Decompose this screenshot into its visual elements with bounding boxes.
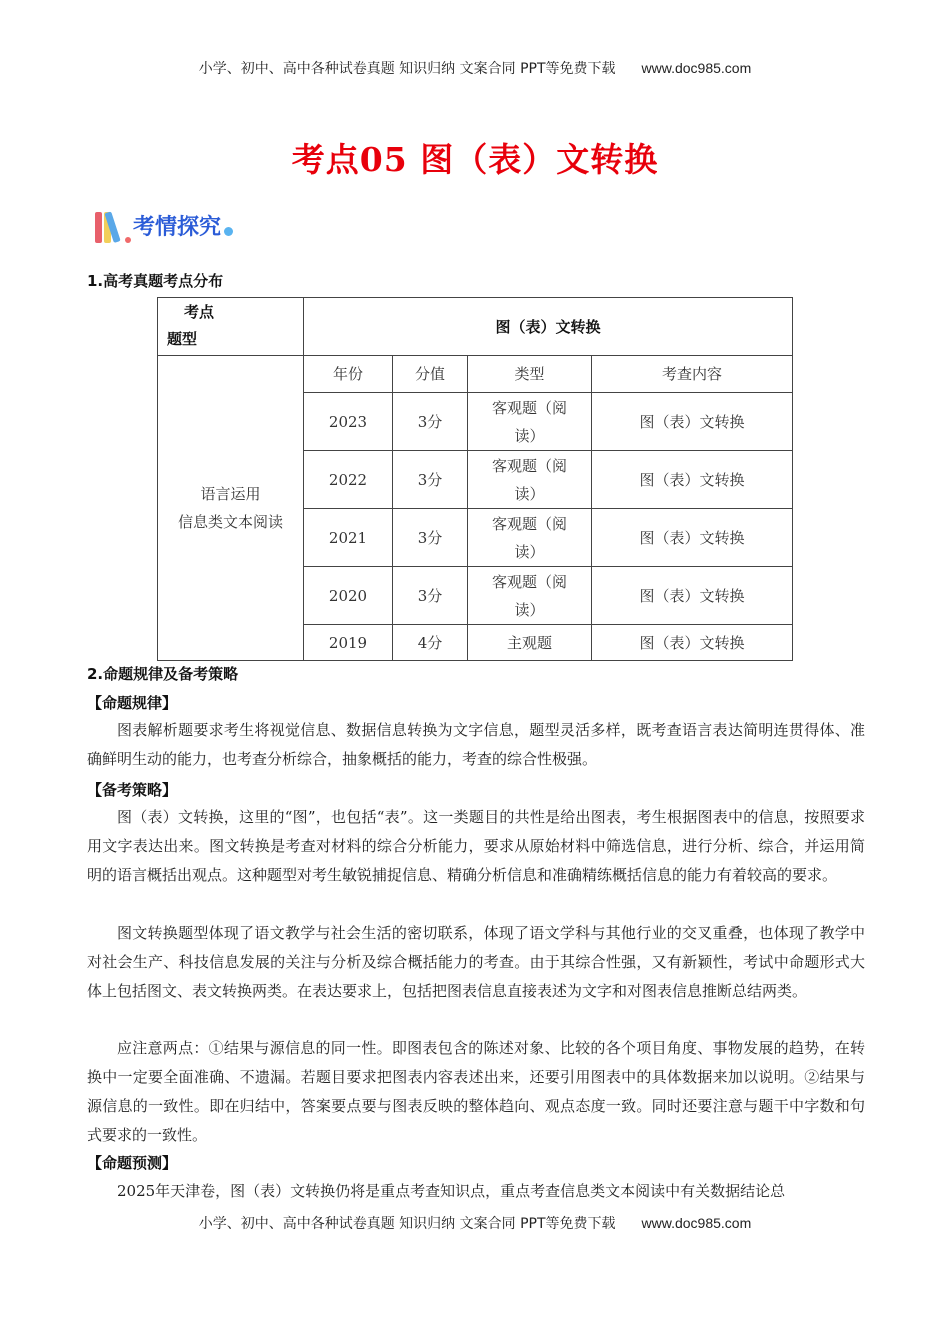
- content-cell: 图（表）文转换: [592, 451, 793, 509]
- footer-banner: [0, 1213, 950, 1233]
- type-cell: 客观题（阅 读）: [468, 567, 592, 625]
- content-cell: 图（表）文转换: [592, 567, 793, 625]
- column-header: 类型: [468, 356, 592, 393]
- dot-icon: [224, 227, 233, 236]
- table-corner-cell: 考点 题型: [158, 298, 304, 356]
- table-main-header: 图（表）文转换: [304, 298, 793, 356]
- banner-text: 小学、初中、高中各种试卷真题 知识归纳 文案合同 PPT等免费下载: [198, 61, 616, 77]
- banner-text: 小学、初中、高中各种试卷真题 知识归纳 文案合同 PPT等免费下载: [198, 1216, 616, 1232]
- section-badge: [93, 206, 233, 246]
- rule-tag: 【命题规律】: [87, 694, 178, 712]
- page-title: 考点05 图（表）文转换: [291, 140, 659, 179]
- section-heading-1: 1.高考真题考点分布: [87, 272, 224, 290]
- score-cell: 3分: [393, 509, 468, 567]
- type-cell: 主观题: [468, 625, 592, 661]
- prediction-tag: 【命题预测】: [87, 1154, 178, 1172]
- banner-url[interactable]: www.doc985.com: [641, 1215, 752, 1231]
- header-banner: [0, 58, 950, 78]
- books-icon: [93, 210, 131, 246]
- year-cell: 2021: [304, 509, 393, 567]
- column-header: 年份: [304, 356, 393, 393]
- score-cell: 4分: [393, 625, 468, 661]
- year-cell: 2020: [304, 567, 393, 625]
- section-heading-2: 2.命题规律及备考策略: [87, 665, 239, 683]
- type-cell: 客观题（阅 读）: [468, 393, 592, 451]
- banner-url[interactable]: www.doc985.com: [641, 60, 752, 76]
- exam-distribution-table: [157, 297, 793, 661]
- strategy-paragraph-3: 应注意两点：①结果与源信息的同一性。即图表包含的陈述对象、比较的各个项目角度、事物发展的趋势，在转换中一定要全面准确、不遗漏。若题目要求把图表内容表述出来，还要引用图表中的具体数据来加以说明。②结果与源信息的一致性。即在归结中，答案要点要与图表反映的整体趋向、观点态度一致。同时还要注意与题干中字数和句式要求的一致性。: [87, 1039, 865, 1144]
- badge-label: 考情探究: [133, 215, 222, 240]
- column-header: 考查内容: [592, 356, 793, 393]
- content-cell: 图（表）文转换: [592, 393, 793, 451]
- type-cell: 客观题（阅 读）: [468, 451, 592, 509]
- rule-paragraph: 图表解析题要求考生将视觉信息、数据信息转换为文字信息，题型灵活多样，既考查语言表达简明连贯得体、准确鲜明生动的能力，也考查分析综合，抽象概括的能力，考查的综合性极强。: [87, 721, 865, 768]
- score-cell: 3分: [393, 393, 468, 451]
- strategy-paragraph-2: 图文转换题型体现了语文教学与社会生活的密切联系，体现了语文学科与其他行业的交叉重叠，也体现了教学中对社会生产、科技信息发展的关注与分析及综合概括能力的考查。由于其综合性强，又有新颖性，考试中命题形式大体上包括图文、表文转换两类。在表达要求上，包括把图表信息直接表述为文字和对图表信息推断总结两类。: [87, 924, 865, 1000]
- strategy-paragraph-1: 图（表）文转换，这里的“图”，也包括“表”。这一类题目的共性是给出图表，考生根据图表中的信息，按照要求用文字表达出来。图文转换是考查对材料的综合分析能力，要求从原始材料中筛选信息，进行分析、综合，并运用简明的语言概括出观点。这种题型对考生敏锐捕捉信息、精确分析信息和准确精练概括信息的能力有着较高的要求。: [87, 808, 865, 884]
- strategy-tag: 【备考策略】: [87, 781, 178, 799]
- year-cell: 2022: [304, 451, 393, 509]
- row-group-label: 语言运用 信息类文本阅读: [158, 356, 304, 661]
- score-cell: 3分: [393, 567, 468, 625]
- year-cell: 2023: [304, 393, 393, 451]
- prediction-paragraph: 2025年天津卷，图（表）文转换仍将是重点考查知识点，重点考查信息类文本阅读中有关数据结论总: [117, 1182, 786, 1200]
- score-cell: 3分: [393, 451, 468, 509]
- content-cell: 图（表）文转换: [592, 509, 793, 567]
- column-header: 分值: [393, 356, 468, 393]
- content-cell: 图（表）文转换: [592, 625, 793, 661]
- year-cell: 2019: [304, 625, 393, 661]
- type-cell: 客观题（阅 读）: [468, 509, 592, 567]
